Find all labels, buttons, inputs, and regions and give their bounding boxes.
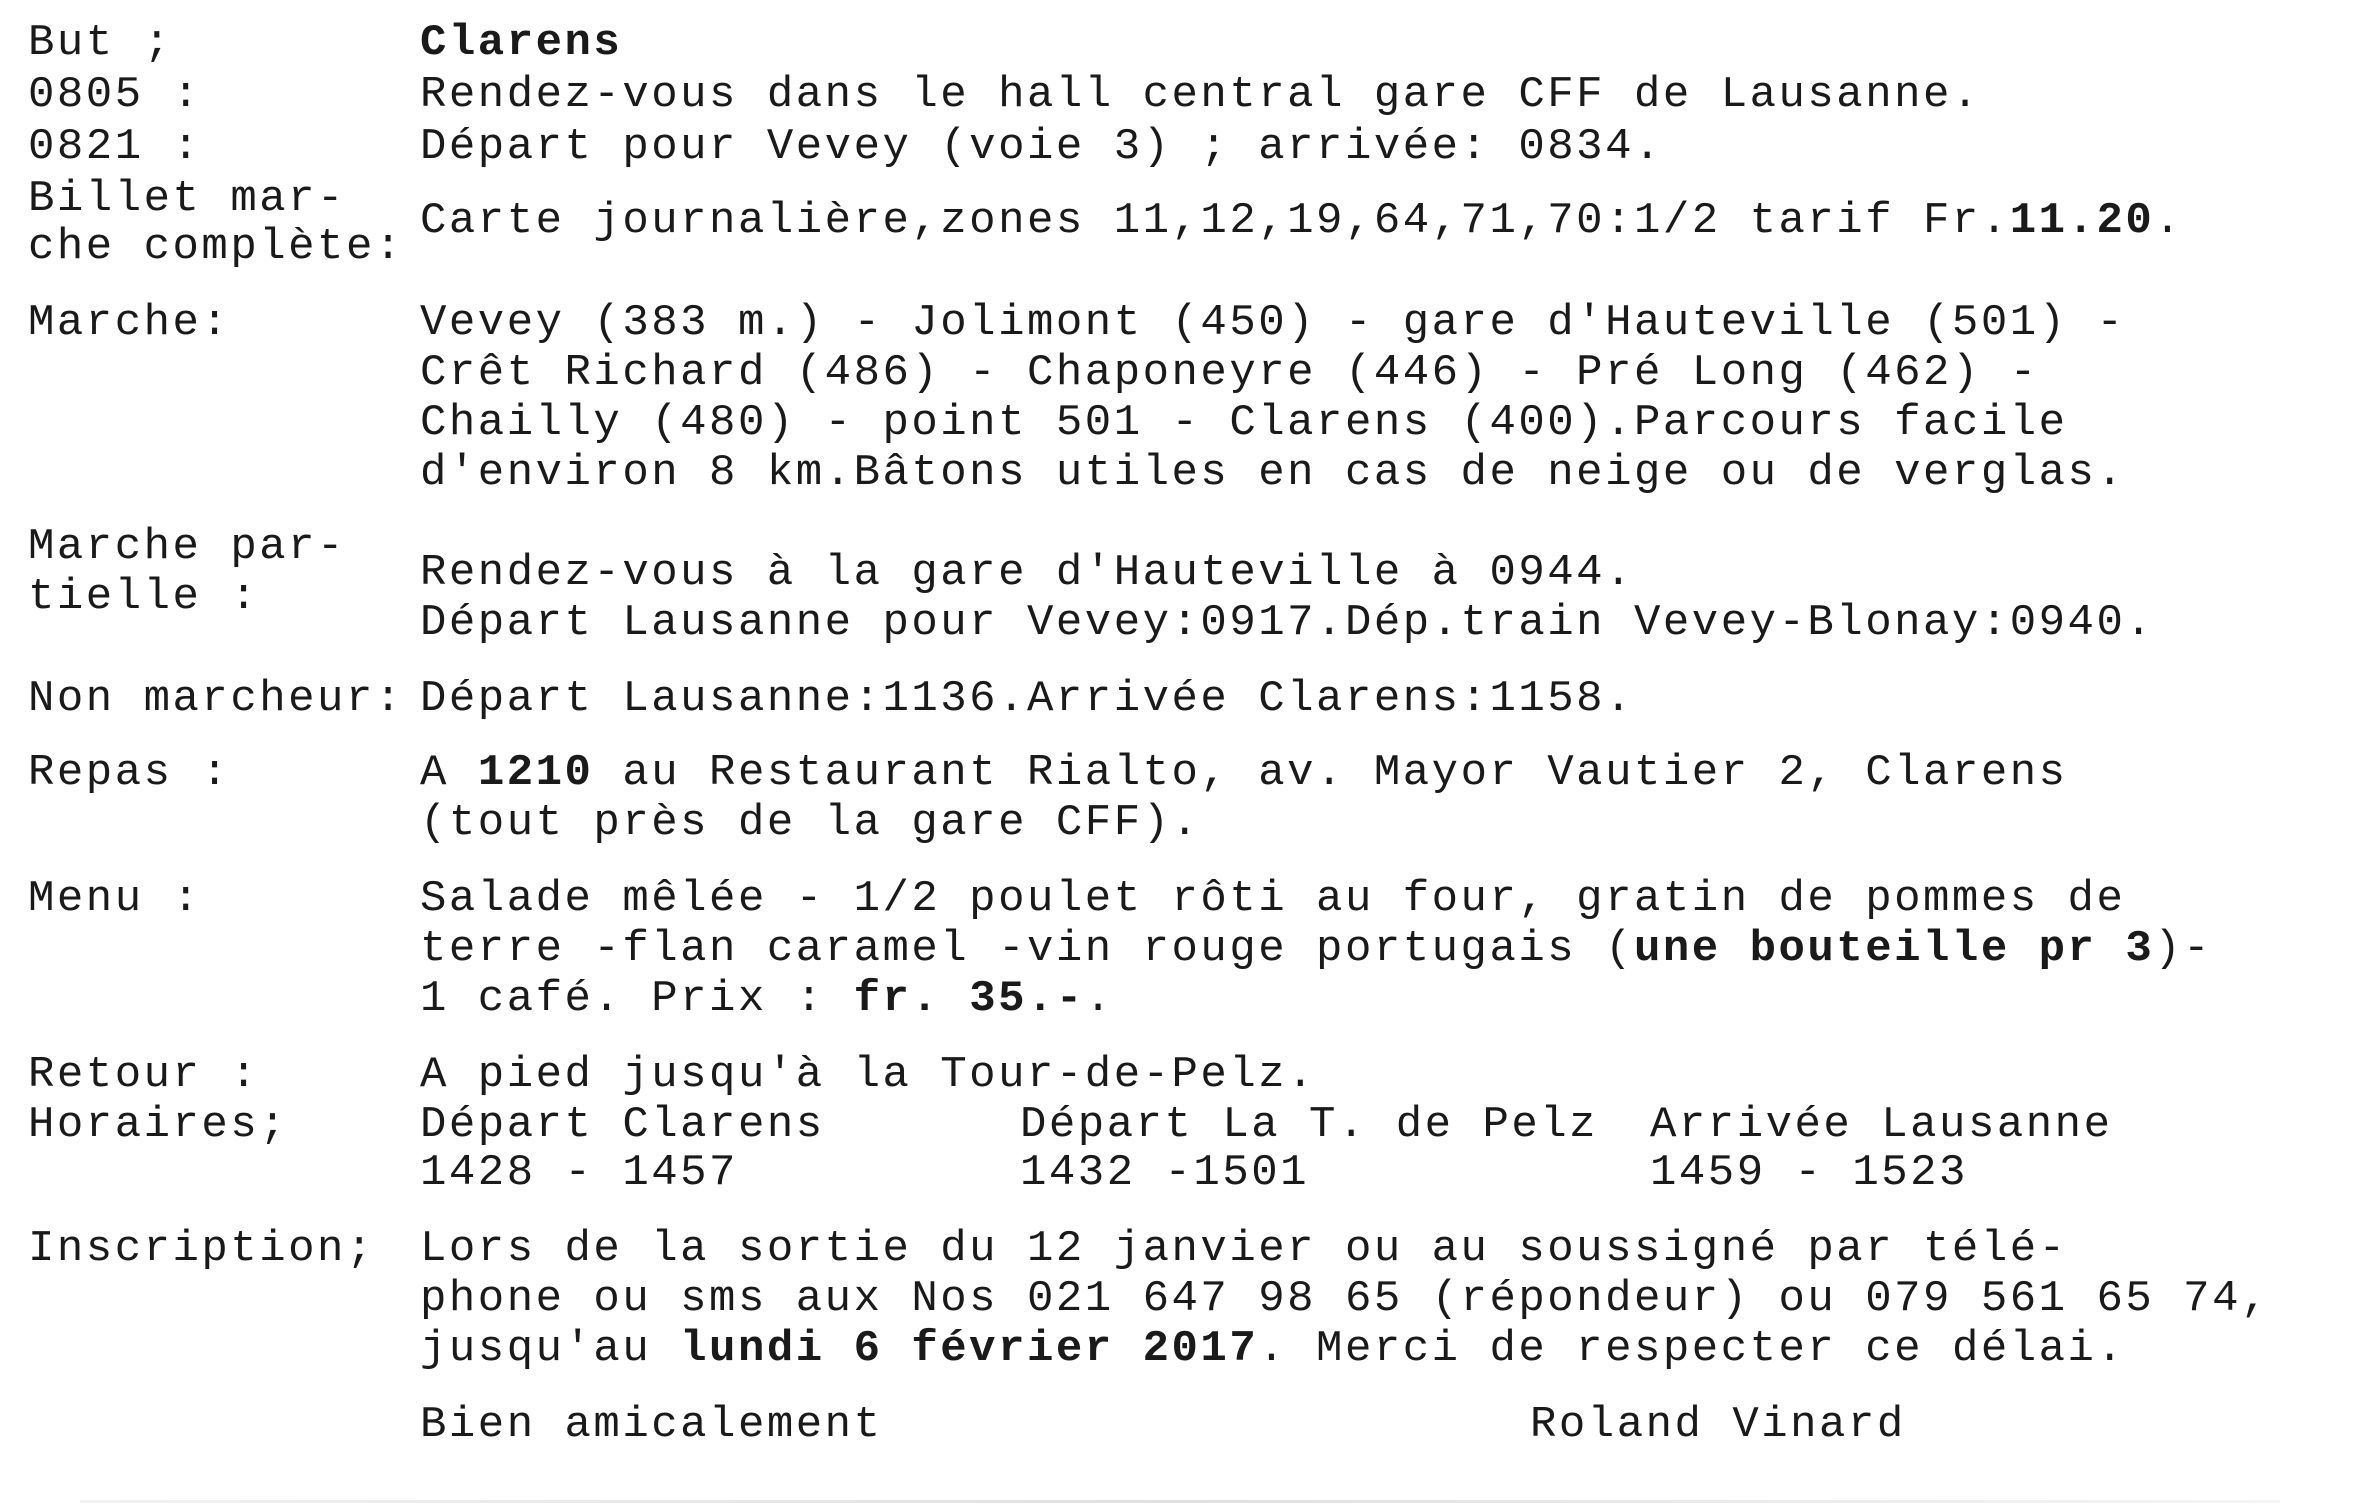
inscription-line-2: phone ou sms aux Nos 021 647 98 65 (répondeur) ou 079 561 65 74, (420, 1274, 2270, 1324)
label-retour: Retour : (28, 1050, 260, 1100)
inscription-line-3-post: . Merci de respecter ce délai. (1258, 1324, 2126, 1374)
menu-bottle: une bouteille pr 3 (1633, 924, 2155, 974)
label-partielle-1: Marche par- (28, 522, 346, 572)
billet-price: 11.20 (2009, 196, 2155, 246)
non-marcheur-text: Départ Lausanne:1136.Arrivée Clarens:1158. (420, 674, 1634, 724)
label-billet-2: che complète: (28, 222, 404, 272)
label-but: But ; (28, 18, 173, 68)
horaires-col2-value: 1432 -1501 (1020, 1148, 1310, 1198)
marche-line: Vevey (383 m.) - Jolimont (450) - gare d'Hauteville (501) - (420, 298, 2126, 348)
destination-title (420, 18, 622, 68)
repas-post: au Restaurant Rialto, av. Mayor Vautier 2, Clarens (593, 748, 2068, 798)
menu-price: fr. 35.- (853, 974, 1085, 1024)
horaires-col3-value: 1459 - 1523 (1650, 1148, 1968, 1198)
horaires-col1-head: Départ Clarens (420, 1100, 825, 1150)
marche-line: d'environ 8 km.Bâtons utiles en cas de neige ou de verglas. (420, 448, 2126, 498)
rdv-text: Rendez-vous dans le hall central gare CFF de Lausanne. (420, 70, 1981, 120)
label-marche: Marche: (28, 298, 231, 348)
menu-line-3-pre: 1 café. Prix : (420, 974, 854, 1024)
repas-line-1 (420, 748, 2068, 798)
label-horaires: Horaires; (28, 1100, 289, 1150)
menu-line-1: Salade mêlée - 1/2 poulet rôti au four, gratin de pommes de (420, 874, 2126, 924)
menu-line-2 (420, 924, 2212, 974)
partielle-line: Départ Lausanne pour Vevey:0917.Dép.train Vevey-Blonay:0940. (420, 598, 2155, 648)
partielle-line: Rendez-vous à la gare d'Hauteville à 0944. (420, 548, 1634, 598)
inscription-line-3-pre: jusqu'au (420, 1324, 681, 1374)
time-rdv: 0805 : (28, 70, 202, 120)
menu-line-3-post: . (1084, 974, 1114, 1024)
inscription-deadline: lundi 6 février 2017 (680, 1324, 1259, 1374)
horaires-col3-head: Arrivée Lausanne (1650, 1100, 2113, 1150)
label-non-marcheur: Non marcheur: (28, 674, 404, 724)
label-repas: Repas : (28, 748, 231, 798)
destination-name: Clarens (420, 18, 623, 68)
signature-name: Roland Vinard (1530, 1400, 1906, 1450)
retour-text: A pied jusqu'à la Tour-de-Pelz. (420, 1050, 1317, 1100)
time-depart: 0821 : (28, 122, 202, 172)
scan-edge-divider (80, 1500, 2280, 1503)
billet-desc: Carte journalière,zones 11,12,19,64,71,70:1/2 tarif Fr. (420, 196, 2010, 246)
inscription-line-3 (420, 1324, 2125, 1374)
depart-text: Départ pour Vevey (voie 3) ; arrivée: 0834. (420, 122, 1663, 172)
billet-end: . (2154, 196, 2184, 246)
marche-line: Crêt Richard (486) - Chaponeyre (446) - Pré Long (462) - (420, 348, 2039, 398)
horaires-col2-head: Départ La T. de Pelz (1020, 1100, 1599, 1150)
label-menu: Menu : (28, 874, 202, 924)
label-partielle-2: tielle : (28, 572, 260, 622)
label-inscription: Inscription; (28, 1224, 375, 1274)
inscription-line-1: Lors de la sortie du 12 janvier ou au soussigné par télé- (420, 1224, 2068, 1274)
menu-line-2-pre: terre -flan caramel -vin rouge portugais ( (420, 924, 1634, 974)
closing-greeting: Bien amicalement (420, 1400, 883, 1450)
marche-line: Chailly (480) - point 501 - Clarens (400).Parcours facile (420, 398, 2068, 448)
billet-text (420, 196, 2183, 246)
label-billet-1: Billet mar- (28, 174, 346, 224)
menu-line-3 (420, 974, 1114, 1024)
repas-time: 1210 (477, 748, 594, 798)
repas-line-2: (tout près de la gare CFF). (420, 798, 1201, 848)
repas-pre: A (420, 748, 478, 798)
menu-line-2-post: )- (2154, 924, 2213, 974)
horaires-col1-value: 1428 - 1457 (420, 1148, 738, 1198)
